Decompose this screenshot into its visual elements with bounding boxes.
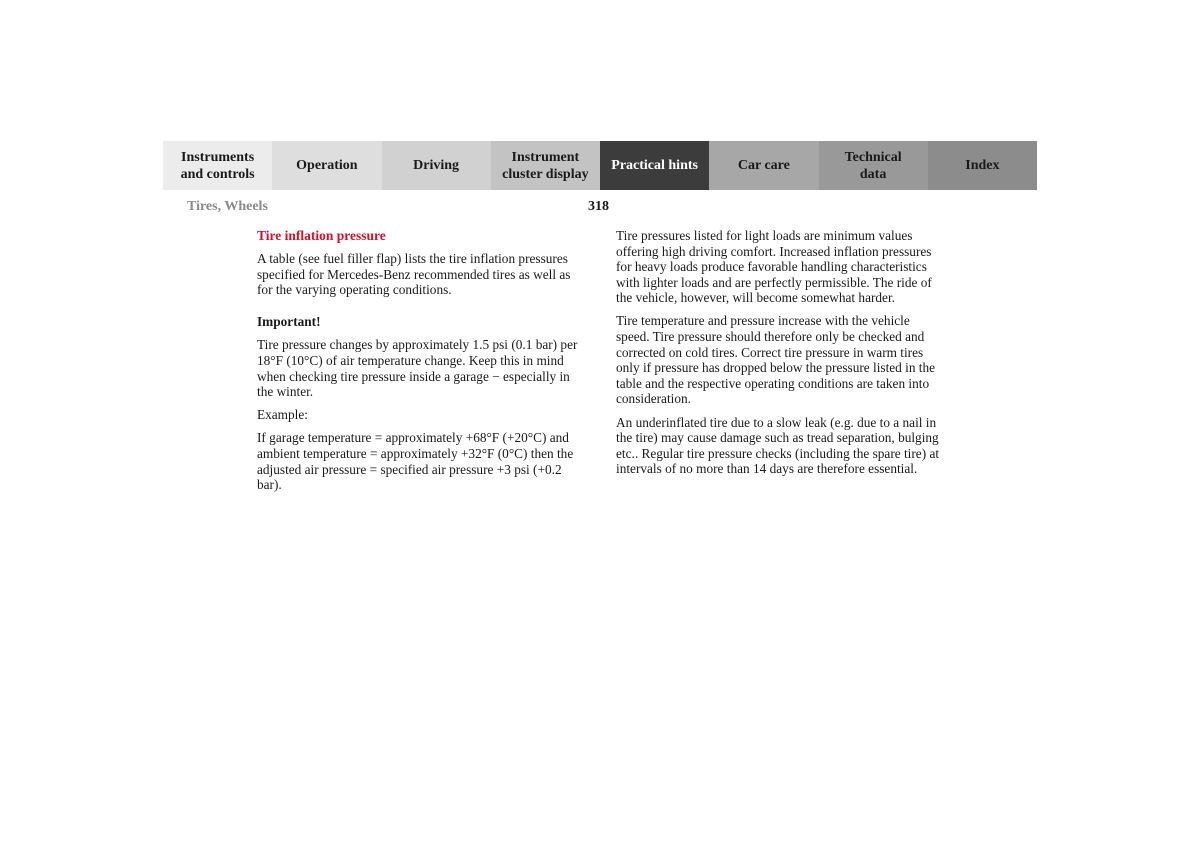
tab-label: Operation	[296, 158, 358, 173]
temperature-paragraph: Tire temperature and pressure increase with the vehicle speed. Tire pressure should therefore only be checked and corrected on cold tires. Correct tire pressure in warm tires only if pressure has dropped below the pressure listed in the table and the respective operating conditions are taken into consideration.	[616, 313, 936, 407]
section-heading: Tire inflation pressure	[257, 228, 386, 243]
tab-instrument-cluster-display[interactable]	[491, 141, 600, 190]
page-number: 318	[588, 199, 609, 214]
tab-technical-data[interactable]	[819, 141, 928, 190]
tab-index[interactable]	[928, 141, 1037, 190]
right-column	[616, 228, 946, 484]
tab-practical-hints[interactable]	[600, 141, 709, 190]
tab-label: Driving	[413, 158, 460, 173]
tab-instruments-and-controls[interactable]	[163, 141, 272, 190]
tab-operation[interactable]	[272, 141, 381, 190]
tab-label: Practical hints	[611, 158, 698, 173]
intro-paragraph: A table (see fuel filler flap) lists the tire inflation pressures specified for Mercedes-Benz recommended tires as well as for the varying operating conditions.	[257, 251, 571, 298]
tab-driving[interactable]	[382, 141, 491, 190]
tab-label: Car care	[737, 158, 790, 173]
example-paragraph: If garage temperature = approximately +68°F (+20°C) and ambient temperature = approximately +32°F (0°C) then the adjusted air pressure = specified air pressure +3 psi (+0.2 bar).	[257, 430, 574, 493]
chapter-tabs	[163, 141, 1037, 190]
underinflation-paragraph: An underinflated tire due to a slow leak (e.g. due to a nail in the tire) may cause damage such as tread separation, bulging etc.. Regular tire pressure checks (including the spare tire) at intervals of no more than 14 days are therefore essential.	[616, 414, 940, 477]
tab-label: Technical data	[844, 149, 902, 182]
section-label: Tires, Wheels	[187, 199, 268, 214]
tab-label: Index	[965, 158, 1000, 173]
example-label: Example:	[257, 407, 308, 423]
left-column	[257, 228, 587, 500]
important-paragraph: Tire pressure changes by approximately 1.5 psi (0.1 bar) per 18°F (10°C) of air temperature change. Keep this in mind when checking tire pressure inside a garage − especially in the winter.	[257, 337, 578, 400]
load-pressure-paragraph: Tire pressures listed for light loads are minimum values offering high driving comfort. Increased inflation pressures for heavy loads produce favorable handling characteristics with lighter loads and are perfectly permissible. The ride of the vehicle, however, will become somewhat harder.	[616, 228, 932, 306]
tab-car-care[interactable]	[709, 141, 818, 190]
important-label: Important!	[257, 313, 321, 329]
tab-label: Instruments and controls	[180, 149, 255, 182]
tab-label: Instrument cluster display	[502, 149, 589, 182]
